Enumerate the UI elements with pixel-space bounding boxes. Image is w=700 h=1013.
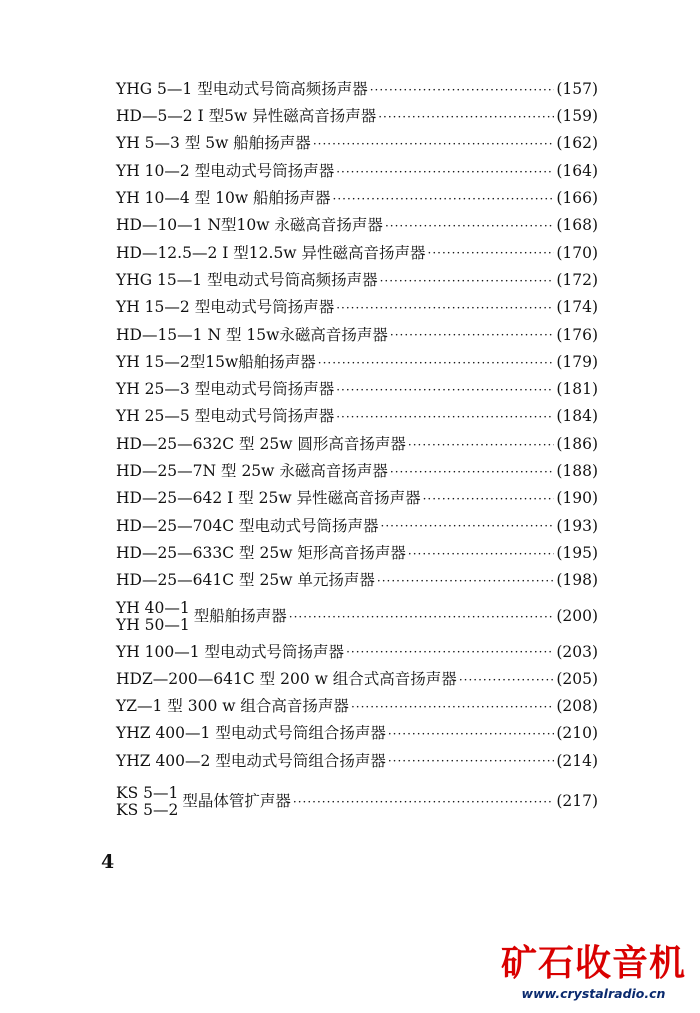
entry-title: YHG 15—1 型电动式号筒高频扬声器: [116, 270, 378, 289]
toc-entry: [116, 349, 598, 376]
entry-title: YH 15—2型15w船舶扬声器: [116, 352, 316, 371]
dot-leader: [459, 674, 555, 686]
entry-title: YZ—1 型 300 w 组合高音扬声器: [116, 697, 349, 716]
entry-page: (188): [556, 462, 598, 481]
dot-leader: [313, 138, 555, 150]
entry-page: (186): [556, 434, 598, 453]
entry-page: (170): [556, 243, 598, 262]
toc-entry: [116, 185, 598, 212]
dot-leader: [423, 493, 555, 505]
entry-page: (168): [556, 216, 598, 235]
entry-title: HD—25—704C 型电动式号筒扬声器: [116, 516, 379, 535]
dot-leader: [370, 84, 555, 96]
entry-page: (190): [556, 489, 598, 508]
watermark-url: www.crystalradio.cn: [521, 986, 666, 1001]
entry-page: (203): [556, 642, 598, 661]
entry-title: 型船舶扬声器: [193, 606, 287, 625]
model-ks5-2: KS 5—2: [116, 801, 179, 820]
dot-leader: [336, 411, 554, 423]
dot-leader: [346, 646, 554, 658]
entry-page: (217): [556, 792, 598, 811]
dot-leader: [390, 466, 554, 478]
entry-title: YH 5—3 型 5w 船舶扬声器: [116, 134, 311, 153]
dot-leader: [351, 701, 554, 713]
dot-leader: [378, 111, 554, 123]
toc-entry: [116, 76, 598, 103]
watermark-chinese: 矿石收音机: [500, 943, 686, 984]
entry-page: (179): [556, 352, 598, 371]
model-ks5-1: KS 5—1: [116, 784, 179, 803]
toc-entry: [116, 376, 598, 403]
dot-leader: [289, 611, 555, 623]
entry-page: (195): [556, 543, 598, 562]
dot-leader: [388, 755, 554, 767]
entry-title: HDZ—200—641C 型 200 w 组合式高音扬声器: [116, 669, 457, 688]
dot-leader: [333, 193, 555, 205]
toc-entry: [116, 458, 598, 485]
dot-leader: [336, 384, 554, 396]
entry-title: YH 10—4 型 10w 船舶扬声器: [116, 189, 331, 208]
entry-title: YH 15—2 型电动式号筒扬声器: [116, 298, 335, 317]
dot-leader: [388, 728, 554, 740]
entry-title: HD—25—632C 型 25w 圆形高音扬声器: [116, 434, 406, 453]
entry-page: (172): [556, 270, 598, 289]
dot-leader: [428, 247, 555, 259]
entry-title: YH 100—1 型电动式号筒扬声器: [116, 642, 345, 661]
entry-title: HD—15—1 N 型 15w永磁高音扬声器: [116, 325, 388, 344]
entry-page: (205): [556, 669, 598, 688]
watermark-logo: [500, 943, 686, 1001]
entry-page: (159): [556, 107, 598, 126]
model-stack: [116, 785, 178, 819]
toc-entry: [116, 666, 598, 693]
toc-entry: [116, 485, 598, 512]
entry-page: (181): [556, 380, 598, 399]
entry-page: (198): [556, 571, 598, 590]
entry-page: (214): [556, 751, 598, 770]
entry-title: YH 25—5 型电动式号筒扬声器: [116, 407, 335, 426]
entry-page: (184): [556, 407, 598, 426]
entry-title: HD—25—642 I 型 25w 异性磁高音扬声器: [116, 489, 421, 508]
entry-title: YHG 5—1 型电动式号筒高频扬声器: [116, 79, 368, 98]
dot-leader: [318, 357, 555, 369]
entry-page: (193): [556, 516, 598, 535]
toc-entry: [116, 639, 598, 666]
toc-entry: [116, 748, 598, 775]
entry-title: HD—5—2 I 型5w 异性磁高音扬声器: [116, 107, 377, 126]
table-of-contents: [116, 76, 598, 824]
entry-page: (164): [556, 161, 598, 180]
model-yh40: YH 40—1: [116, 598, 190, 617]
toc-entry: [116, 693, 598, 720]
dot-leader: [380, 275, 555, 287]
toc-entry: [116, 431, 598, 458]
entry-title: YHZ 400—2 型电动式号筒组合扬声器: [116, 751, 386, 770]
page-number: 4: [101, 851, 115, 873]
entry-title: HD—25—633C 型 25w 矩形高音扬声器: [116, 543, 406, 562]
toc-entry: [116, 267, 598, 294]
toc-entry: [116, 240, 598, 267]
dot-leader: [381, 520, 555, 532]
entry-title: HD—25—7N 型 25w 永磁高音扬声器: [116, 462, 388, 481]
entry-title: HD—10—1 N型10w 永磁高音扬声器: [116, 216, 383, 235]
toc-entry: [116, 131, 598, 158]
entry-title: HD—12.5—2 I 型12.5w 异性磁高音扬声器: [116, 243, 426, 262]
toc-entry: [116, 540, 598, 567]
entry-title: YHZ 400—1 型电动式号筒组合扬声器: [116, 724, 386, 743]
dot-leader: [336, 166, 554, 178]
entry-title: YH 10—2 型电动式号筒扬声器: [116, 161, 335, 180]
model-stack: [116, 600, 190, 634]
entry-page: (174): [556, 298, 598, 317]
toc-entry: [116, 322, 598, 349]
toc-entry: [116, 567, 598, 594]
model-yh50: YH 50—1: [116, 615, 190, 634]
toc-entry: [116, 294, 598, 321]
entry-page: (166): [556, 189, 598, 208]
dot-leader: [390, 329, 554, 341]
entry-page: (162): [556, 134, 598, 153]
entry-page: (200): [556, 606, 598, 625]
entry-page: (208): [556, 697, 598, 716]
toc-entry: [116, 404, 598, 431]
toc-entry-ks5: [116, 783, 598, 821]
dot-leader: [336, 302, 554, 314]
dot-leader: [408, 548, 554, 560]
toc-entry: [116, 158, 598, 185]
toc-entry: [116, 721, 598, 748]
toc-entry: [116, 513, 598, 540]
entry-page: (210): [556, 724, 598, 743]
dot-leader: [408, 439, 554, 451]
entry-page: (157): [556, 79, 598, 98]
toc-entry-yh40-yh50: [116, 598, 598, 636]
dot-leader: [385, 220, 554, 232]
entry-title: HD—25—641C 型 25w 单元扬声器: [116, 571, 375, 590]
dot-leader: [377, 575, 554, 587]
dot-leader: [293, 796, 554, 808]
entry-page: (176): [556, 325, 598, 344]
entry-title: YH 25—3 型电动式号筒扬声器: [116, 380, 335, 399]
entry-title: 型晶体管扩声器: [182, 792, 291, 811]
toc-entry: [116, 212, 598, 239]
toc-entry: [116, 103, 598, 130]
